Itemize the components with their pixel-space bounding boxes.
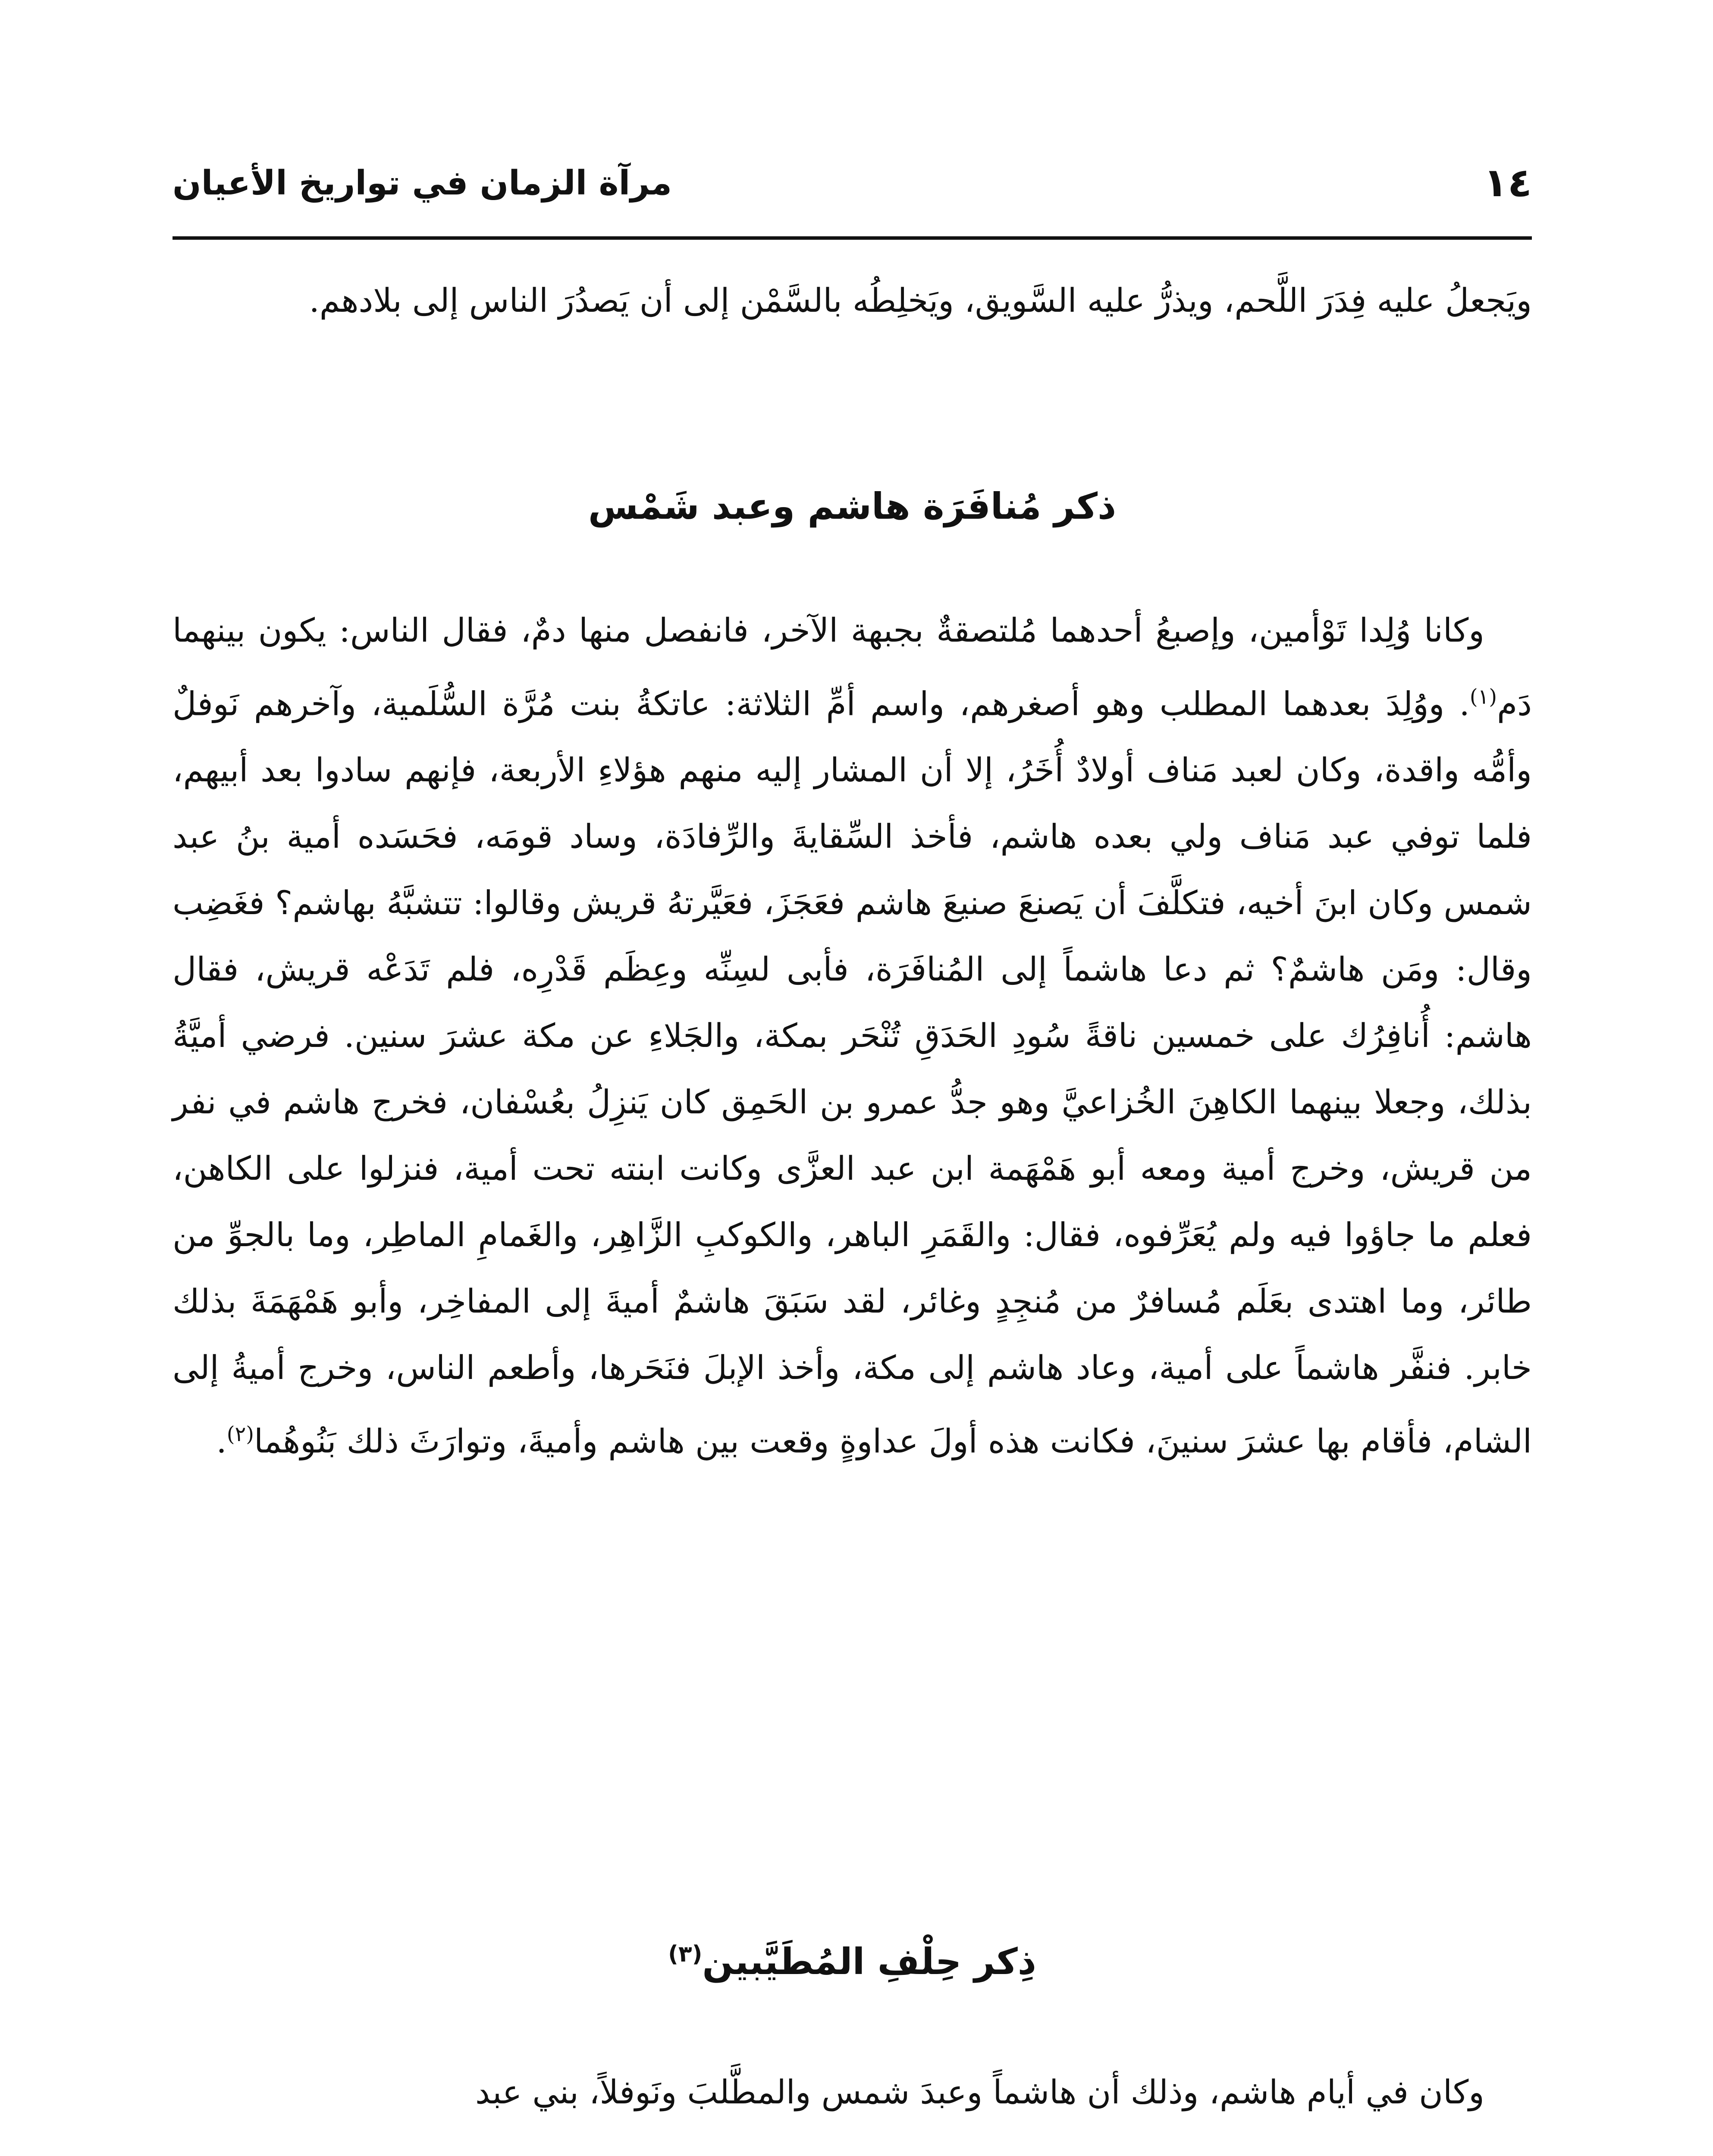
running-title: مرآة الزمان في تواريخ الأعيان [173,164,672,203]
footnote-ref-1: (١) [1469,685,1497,709]
section-heading-munafara: ذكر مُنافَرَة هاشم وعبد شَمْس [588,485,1117,527]
paragraph-text: . [216,1422,227,1460]
section-hilf-paragraph: وكان في أيام هاشم، وذلك أن هاشماً وعبدَ شمس والمطَّلبَ ونَوفلاً، بني عبد [475,2073,1484,2111]
section-hilf-body [173,2059,1532,2125]
heading-text: ذِكر حِلْفِ المُطَيَّبين [702,1940,1036,1983]
footnote-ref-3: (٣) [668,1941,703,1967]
opening-paragraph-block [173,267,1532,334]
section-munafara-paragraph [173,597,1532,1475]
footnote-ref-2: (٢) [226,1422,254,1447]
paragraph-text: وكانا وُلِدا تَوْأمين، وإصبعُ أحدهما مُلتصقةٌ بجبهة الآخر، فانفصل منها دمٌ، فقال الناس: يكون بينهما دَم [173,611,1532,723]
header-rule [173,236,1532,240]
page-number: ١٤ [1483,160,1532,206]
running-header [173,155,1532,224]
paragraph-text: . ووُلِدَ بعدهما المطلب وهو أصغرهم، واسم أمِّ الثلاثة: عاتكةُ بنت مُرَّة السُّلَمية، وآخرهم نَوفلٌ وأمُّه واقدة، وكان لعبد مَناف أولادٌ أُخَرُ، إلا أن المشار إليه منهم هؤلاءِ الأربعة، فإنهم سادوا بعد أبيهم، فلما توفي عبد مَناف ولي بعده هاشم، فأخذ السِّقايةَ والرِّفادَة، وساد قومَه، فحَسَده أمية بنُ عبد شمس وكان ابنَ أخيه، فتكلَّفَ أن يَصنعَ صنيعَ هاشم فعَجَزَ، فعَيَّرتهُ قريش وقالوا: تتشبَّهُ بهاشم؟ فغَضِب وقال: ومَن هاشمٌ؟ ثم دعا هاشماً إلى المُنافَرَة، فأبى لسِنِّه وعِظَم قَدْرِه، فلم تَدَعْه قريش، فقال هاشم: أُنافِرُك على خمسين ناقةً سُودِ الحَدَقِ تُنْحَر بمكة، والجَلاءِ عن مكة عشرَ سنين. فرضي أميَّةُ بذلك، وجعلا بينهما الكاهِنَ الخُزاعيَّ وهو جدُّ عمرو بن الحَمِق كان يَنزِلُ بعُسْفان، فخرج هاشم في نفر من قريش، وخرج أمية ومعه أبو هَمْهَمة ابن عبد العزَّى وكانت ابنته تحت أمية، فنزلوا على الكاهن، فعلم ما جاؤوا فيه ولم يُعَرِّفوه، فقال: والقَمَرِ الباهر، والكوكبِ الزَّاهِر، والغَمامِ الماطِر، وما بالجوِّ من طائر، وما اهتدى بعَلَم مُسافرٌ من مُنجِدٍ وغائر، لقد سَبَقَ هاشمٌ أميةَ إلى المفاخِر، وأبو هَمْهَمَةَ بذلك خابر. فنفَّر هاشماً على أمية، وعاد هاشم إلى مكة، وأخذ الإبلَ فنَحَرها، وأطعم الناس، وخرج أميةُ إلى الشام، فأقام بها عشرَ سنينَ، فكانت هذه أولَ عداوةٍ وقعت بين هاشم وأميةَ، وتوارَثَ ذلك بَنُوهُما [173,684,1532,1460]
section-munafara-body [173,597,1532,1475]
section-heading-hilf [173,1940,1532,1983]
opening-paragraph: ويَجعلُ عليه فِدَرَ اللَّحم، ويذرُّ عليه السَّويق، ويَخلِطُه بالسَّمْن إلى أن يَصدُرَ الناس إلى بلادهم. [309,281,1532,320]
